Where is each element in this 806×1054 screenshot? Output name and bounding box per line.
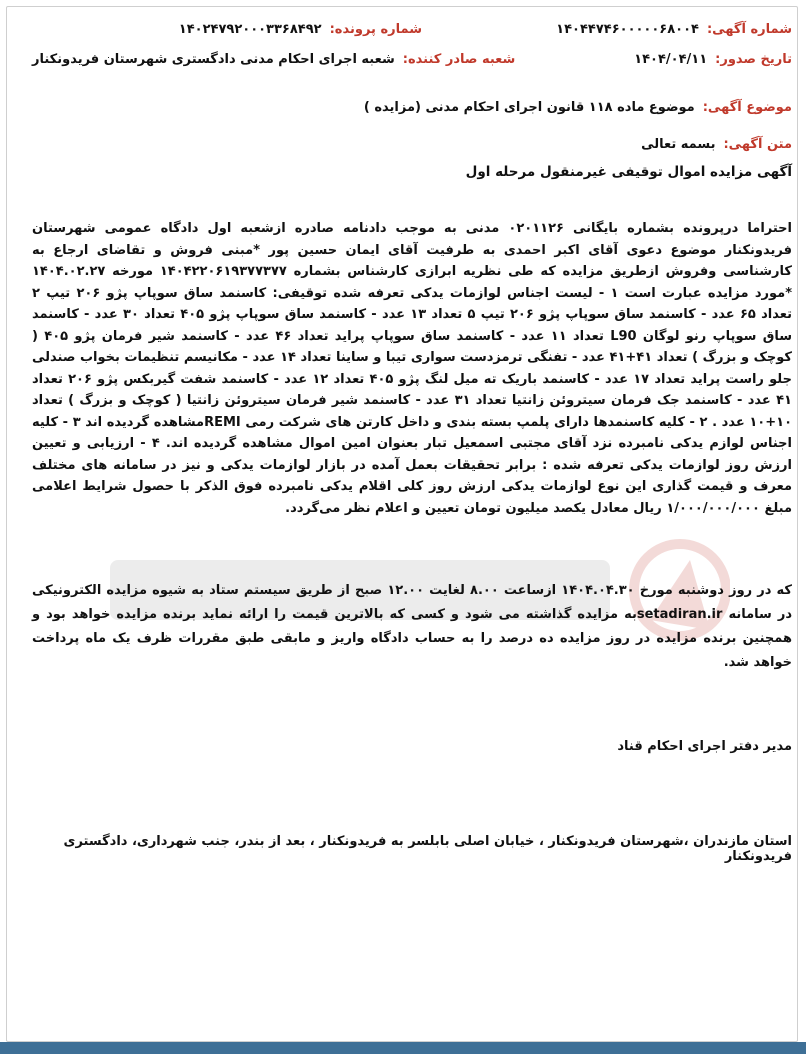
issuer-label: شعبه صادر کننده: <box>402 52 516 67</box>
ad-number-label: شماره آگهی: <box>706 22 792 37</box>
issuer: شعبه اجرای احکام مدنی دادگستری شهرستان فریدونکنار <box>32 52 395 67</box>
case-number-label: شماره پرونده: <box>329 22 422 37</box>
case-number: ۱۴۰۲۴۷۹۲۰۰۰۳۳۶۸۴۹۲ <box>178 22 322 37</box>
announcement-paragraph-1: احتراما درپرونده بشماره بایگانی ۰۲۰۱۱۲۶ مدنی به موجب دادنامه صادره ازشعبه اول دادگاه عمومی شهرستان فریدونکنار موضوع دعوی آقای اکبر احمدی به طرفیت آقای ایمان حسین پور *مبنی فروش و تقاضای ارجاع به کارشناسی وفروش ازطریق مزایده که طی نظریه ابرازی کارشناس بشماره ۱۴۰۴۲۲۰۶۱۹۳۷۷۳۷۷ مورخه ۱۴۰۴.۰۲.۲۷ *مورد مزایده عبارت است ۱ - لیست اجناس لوازمات یدکی تعرفه شده توقیفی: کاسنمد ساق سوپاپ پژو ۲۰۶ تیپ ۲ تعداد ۶۵ عدد - کاسنمد ساق سوپاپ پژو ۲۰۶ تیپ ۵ تعداد ۱۳ عدد - کاسنمد ساق سوپاپ پژو ۴۰۵ تعداد ۳۰ عدد - کاسنمد ساق سوپاپ رنو لوگان L90 تعداد ۱۱ عدد - کاسنمد ساق سوپاپ پراید تعداد ۴۶ عدد - کاسنمد شیر فرمان پژو ۴۰۵ ( کوچک و بزرگ ) تعداد ۴۱+۴۱ عدد - تفنگی ترمزدست سواری تیبا و ساینا تعداد ۱۴ عدد - مکانیسم تنظیمات بخواب صندلی جلو راست پراید تعداد ۱۷ عدد - کاسنمد باریک ته میل لنگ پژو ۴۰۵ تعداد ۱۲ عدد - کاسنمد شفت گیربکس پژو ۲۰۶ تعداد ۴۱ عدد - کاسنمد جک فرمان سیتروئن زانتیا تعداد ۳۱ عدد - کاسنمد شیر فرمان سیتروئن زانتیا ( کوچک و بزرگ ) تعداد ۱۰+۱۰ عدد . ۲ - کلیه کاسنمدها دارای پلمپ بسته بندی و داخل کارتن های شرکت رمی REMIمشاهده گردیده اند ۳ - کلیه اجناس لوازم یدکی نامبرده نزد آقای مجتبی اسمعیل تبار بعنوان امین اموال مشاهده گردیده اند. ۴ - ارزیابی و تعیین ارزش روز لوازمات یدکی تعرفه شده : برابر تحقیقات بعمل آمده در بازار لوازمات یدکی و نیز در سامانه های مختلف معرف و قیمت گذاری این نوع لوازمات یدکی ارزش روز کلی اقلام یدکی نامبرده فوق الذکر با حصول شرایط اعلامی مبلغ ۱/۰۰۰/۰۰۰/۰۰۰ ریال معادل یکصد میلیون تومان تعیین و اعلام نظر می‌گردد. <box>32 221 793 516</box>
announcement-document <box>32 22 792 864</box>
subject-value: موضوع ماده ۱۱۸ قانون اجرای احکام مدنی (مزایده ) <box>363 100 695 115</box>
subject-label: موضوع آگهی: <box>702 100 792 115</box>
case-number-field <box>179 22 422 37</box>
issue-date: ۱۴۰۴/۰۴/۱۱ <box>634 52 708 67</box>
ad-number-field <box>422 22 792 37</box>
court-address: استان مازندران ،شهرستان فریدونکنار ، خیابان اصلی بابلسر به فریدونکنار ، بعد از بندر، جنب شهرداری، دادگستری فریدونکنار <box>63 834 792 864</box>
announcement-title: آگهی مزایده اموال توقیفی غیرمنقول مرحله اول <box>465 164 792 180</box>
issuer-field <box>32 52 515 67</box>
bottom-bar <box>0 1042 806 1054</box>
meta-row-2 <box>32 52 792 82</box>
subject-row <box>32 100 792 115</box>
issue-date-label: تاریخ صدور: <box>715 52 792 67</box>
body-intro-value: بسمه تعالی <box>641 137 716 152</box>
announcement-paragraph-2: که در روز دوشنبه مورخ ۱۴۰۴.۰۴.۳۰ ازساعت ۸.۰۰ لغایت ۱۲.۰۰ صبح از طریق سیستم ستاد به شیوه مزایده الکترونیکی در سامانه setadiran.irبه مزایده گذاشته می شود و کسی که بالاترین قیمت را ارائه نماید برنده مزایده خواهد بود و همچنین برنده مزایده در روز مزایده ده درصد را به حساب دادگاه واریز و مابقی طبق مقررات ظرف یک ماه پرداخت خواهد شد. <box>32 583 792 670</box>
signature: مدیر دفتر اجرای احکام قناد <box>617 739 792 754</box>
ad-number: ۱۴۰۴۴۷۴۶۰۰۰۰۰۶۸۰۰۴ <box>556 22 699 37</box>
body-intro-label: متن آگهی: <box>723 137 792 152</box>
body-intro-row <box>32 137 792 152</box>
issue-date-field <box>515 52 792 67</box>
meta-row-1 <box>32 22 792 52</box>
